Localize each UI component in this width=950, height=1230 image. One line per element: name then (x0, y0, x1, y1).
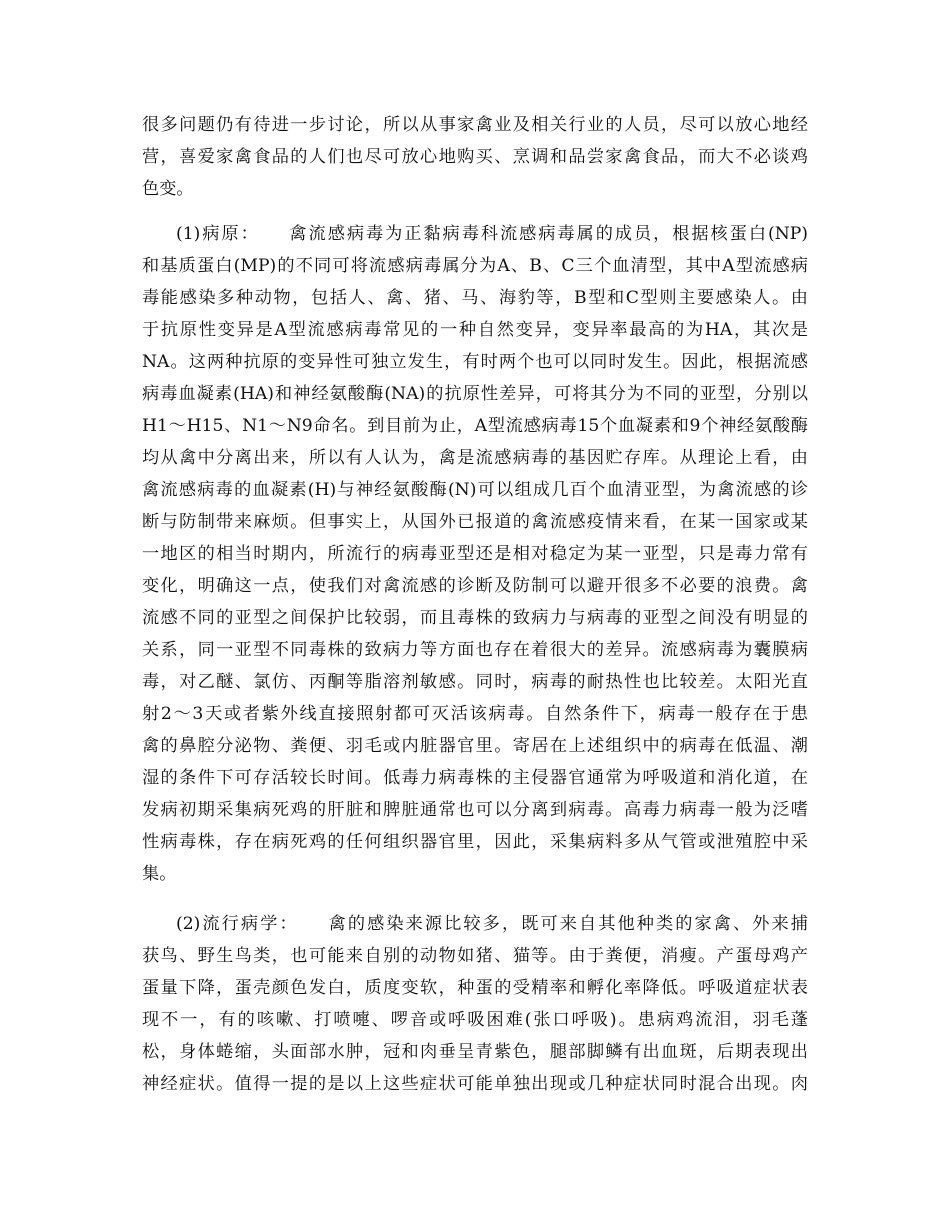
text-line: 很多问题仍有待进一步讨论，所以从事家禽业及相关行业的人员，尽可以放心地经 (142, 115, 808, 135)
text-line: 流感不同的亚型之间保护比较弱，而且毒株的致病力与病毒的亚型之间没有明显的 (142, 608, 808, 628)
text-line: 毒能感染多种动物，包括人、禽、猪、马、海豹等，B型和C型则主要感染人。由 (142, 288, 808, 308)
text-line: 毒，对乙醚、氯仿、丙酮等脂溶剂敏感。同时，病毒的耐热性也比较差。太阳光直 (142, 672, 808, 692)
text-line: NA。这两种抗原的变异性可独立发生，有时两个也可以同时发生。因此，根据流感 (142, 352, 808, 372)
paragraph-intro (142, 109, 808, 205)
text-line: 和基质蛋白(MP)的不同可将流感病毒属分为A、B、C三个血清型，其中A型流感病 (142, 256, 808, 276)
text-line: 变化，明确这一点，使我们对禽流感的诊断及防制可以避开很多不必要的浪费。禽 (142, 576, 808, 596)
text-line: 禽的鼻腔分泌物、粪便、羽毛或内脏器官里。寄居在上述组织中的病毒在低温、潮 (142, 736, 808, 756)
text-line: H1～H15、N1～N9命名。到目前为止，A型流感病毒15个血凝素和9个神经氨酸酶 (142, 416, 808, 436)
text-line: 集。 (142, 864, 177, 884)
paragraph-heading-line: (1)病原： 禽流感病毒为正黏病毒科流感病毒属的成员，根据核蛋白(NP) (176, 224, 808, 244)
text-line: 色变。 (142, 179, 194, 199)
text-line: 关系，同一亚型不同毒株的致病力等方面也存在着很大的差异。流感病毒为囊膜病 (142, 640, 808, 660)
text-line: 一地区的相当时期内，所流行的病毒亚型还是相对稳定为某一亚型，只是毒力常有 (142, 544, 808, 564)
text-line: 发病初期采集病死鸡的肝脏和脾脏通常也可以分离到病毒。高毒力病毒一般为泛嗜 (142, 800, 808, 820)
text-line: 断与防制带来麻烦。但事实上，从国外已报道的禽流感疫情来看，在某一国家或某 (142, 512, 808, 532)
paragraph-heading-line: (2)流行病学： 禽的感染来源比较多，既可来自其他种类的家禽、外来捕 (176, 914, 808, 934)
text-line: 湿的条件下可存活较长时间。低毒力病毒株的主侵器官通常为呼吸道和消化道，在 (142, 768, 808, 788)
text-line: 于抗原性变异是A型流感病毒常见的一种自然变异，变异率最高的为HA，其次是 (142, 320, 808, 340)
text-line: 获鸟、野生鸟类，也可能来自别的动物如猪、猫等。由于粪便，消瘦。产蛋母鸡产 (142, 946, 808, 966)
text-line: 神经症状。值得一提的是以上这些症状可能单独出现或几种症状同时混合出现。肉 (142, 1074, 808, 1094)
text-line: 性病毒株，存在病死鸡的任何组织器官里，因此，采集病料多从气管或泄殖腔中采 (142, 832, 808, 852)
text-line: 禽流感病毒的血凝素(H)与神经氨酸酶(N)可以组成几百个血清亚型，为禽流感的诊 (142, 480, 808, 500)
text-line: 射2～3天或者紫外线直接照射都可灭活该病毒。自然条件下，病毒一般存在于患 (142, 704, 808, 724)
text-line: 现不一，有的咳嗽、打喷嚏、啰音或呼吸困难(张口呼吸)。患病鸡流泪，羽毛蓬 (142, 1010, 808, 1030)
paragraph-epidemiology (142, 908, 808, 1100)
paragraph-pathogen (142, 218, 808, 890)
text-line: 病毒血凝素(HA)和神经氨酸酶(NA)的抗原性差异，可将其分为不同的亚型，分别以 (142, 384, 808, 404)
text-line: 蛋量下降，蛋壳颜色发白，质度变软，种蛋的受精率和孵化率降低。呼吸道症状表 (142, 978, 808, 998)
text-line: 均从禽中分离出来，所以有人认为，禽是流感病毒的基因贮存库。从理论上看，由 (142, 448, 808, 468)
text-line: 松，身体蜷缩，头面部水肿，冠和肉垂呈青紫色，腿部脚鳞有出血斑，后期表现出 (142, 1042, 808, 1062)
text-line: 营，喜爱家禽食品的人们也尽可放心地购买、烹调和品尝家禽食品，而大不必谈鸡 (142, 147, 808, 167)
